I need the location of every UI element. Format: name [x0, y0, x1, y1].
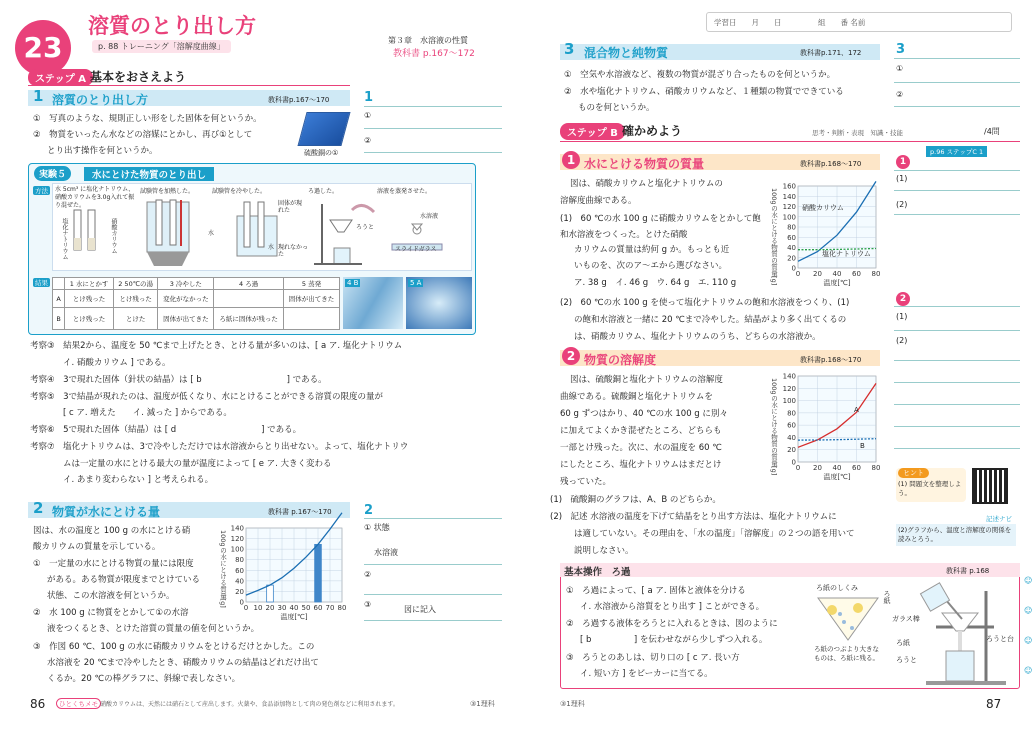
b2-number: 2 [562, 347, 580, 365]
consideration-6: 考察⑥ 5で現れた固体（結晶）は [ d ] である。 [30, 425, 302, 435]
result-label: 結果 [35, 279, 48, 287]
y-tick-label: 160 [782, 182, 796, 191]
b2-answer-1: (1) [896, 312, 908, 321]
b1-q2a: (2) 60 ℃の水 100 g を使って塩化ナトリウムの飽和水溶液をつくり、(1) [560, 298, 850, 308]
answer-head-3: 3 [896, 42, 906, 57]
answer-2-3-label: ③ [364, 600, 372, 609]
right-page [516, 0, 1032, 729]
s2-question-3b: 水溶液を 20 ℃まで冷やしたとき、硝酸カリウムの結晶はどれだけ出て [47, 658, 319, 668]
series-label: A [854, 406, 859, 414]
b2-ref: 教科書p.168～170 [800, 356, 862, 364]
y-tick-label: 140 [230, 524, 244, 533]
y-tick-label: 80 [787, 223, 796, 232]
method-label: 方法 [35, 187, 48, 195]
footer-left: ③1理科 [470, 700, 495, 708]
answer-line[interactable] [364, 594, 502, 595]
table-cell: 固体が出てきた [158, 308, 214, 330]
answer-line[interactable] [894, 190, 1020, 191]
b2-answer-2: (2) [896, 336, 908, 345]
x-tick-label: 20 [813, 464, 822, 472]
answer-line[interactable] [894, 82, 1020, 83]
x-tick-label: 70 [325, 604, 335, 612]
x-tick-label: 0 [795, 464, 801, 472]
y-tick-label: 80 [235, 556, 244, 565]
label-potassium-nitrate: 硝酸カリウム [110, 218, 117, 254]
section-2-title: 物質が水にとける量 [52, 505, 161, 519]
solubility-chart-left[interactable] [220, 522, 350, 622]
series-label: 塩化ナトリウム [822, 250, 871, 258]
b2-q2c: 説明しなさい。 [574, 546, 634, 556]
training-ref[interactable]: p. 88 トレーニング「溶解度曲線」 [92, 40, 231, 53]
photo-5-label: 5 A [410, 279, 422, 287]
label-water-2: 水 [268, 244, 275, 251]
y-axis-label: 100gの水にとける物質の質量[g] [770, 188, 778, 286]
b2-q2b: は適していない。その理由を、「水の温度」「溶解度」の２つの語を用いて [574, 529, 855, 539]
answer-line[interactable] [364, 152, 502, 153]
y-tick-label: 100 [782, 397, 796, 406]
answer-2-1: ① 状態 [364, 523, 390, 532]
step-1: 水 5cm³ に塩化ナトリウム、硝酸カリウムを3.0g入れて振り混ぜた。 [55, 186, 135, 209]
table-cell: ろ紙に固体が残った [214, 308, 284, 330]
b1-ref: 教科書p.168～170 [800, 160, 862, 168]
answer-line[interactable] [894, 106, 1020, 107]
s2-intro-1: 図は、水の温度と 100 g の水にとける硝 [33, 526, 191, 536]
answer-3-1: ① [896, 64, 904, 73]
label-solution: 水溶液 [420, 213, 439, 220]
y-tick-label: 80 [787, 409, 796, 418]
s1-question-2b: とり出す操作を何というか。 [47, 146, 158, 156]
y-tick-label: 100 [230, 545, 244, 554]
b2-text-2: 曲線である。硫酸銅と塩化ナトリウムを [560, 392, 713, 402]
experiment-label: 実験５ [34, 166, 71, 181]
textbook-ref: 教科書 p.167～172 [393, 49, 475, 59]
table-header: 3 冷やした [158, 278, 214, 290]
y-axis-label: 100gの水にとける物質の質量[g] [770, 378, 778, 476]
y-tick-label: 20 [787, 254, 796, 263]
step-c-ref[interactable]: p.96 ステップC 1 [926, 146, 987, 157]
table-cell: 固体が出てきた [284, 290, 340, 308]
basic-q2b: [ b ] を伝わせながら少しずつ入れる。 [580, 635, 768, 645]
s3-question-2a: ② 水や塩化ナトリウム、硝酸カリウムなど、１種類の物質でできている [564, 87, 844, 97]
experiment-title: 水にとけた物質のとり出し [84, 167, 214, 181]
x-axis-label: 温度[℃] [823, 279, 851, 287]
writing-navi-label: 記述ナビ [986, 515, 1012, 523]
table-header: 1 水にとかす [65, 278, 114, 290]
b2-text-6: にしたところ、塩化ナトリウムはまだとけ [560, 460, 722, 470]
consideration-3b: イ. 硝酸カリウム ] である。 [63, 358, 171, 368]
table-cell: とけ残った [65, 308, 114, 330]
qr-code-icon[interactable] [972, 468, 1008, 504]
basic-q1a: ① ろ過によって、[ a ア. 固体と液体を分ける [566, 586, 746, 596]
hint-title: ヒント [898, 468, 929, 478]
footer-right: ③1理科 [560, 700, 585, 708]
s2-question-2a: ② 水 100 g に物質をとかして①の水溶 [33, 608, 189, 618]
b1-text-2: 溶解度曲線である。 [560, 196, 637, 206]
basic-op-title: 基本操作 ろ過 [564, 567, 631, 578]
b1-number: 1 [562, 151, 580, 169]
class-name-field[interactable]: 組 番 名前 [818, 18, 866, 27]
b2-text-5: 一部とけ残った。次に、水の温度を 60 ℃ [560, 443, 722, 453]
x-tick-label: 80 [871, 270, 881, 278]
answer-2-2-label: ② [364, 570, 372, 579]
table-cell: とけ残った [113, 290, 158, 308]
answer-line[interactable] [364, 620, 502, 621]
page-number-right: 87 [986, 697, 1002, 711]
s2-question-3a: ③ 作図 60 ℃、100 g の水に硝酸カリウムをとけるだけとかした。この [33, 642, 315, 652]
smile-icon[interactable]: ☺ [1024, 666, 1032, 675]
b1-q1c: いものを、次のア～エから選びなさい。 [574, 261, 728, 271]
label-water: 水 [208, 230, 215, 237]
section-3-number: 3 [564, 40, 575, 58]
b1-answer-head: 1 [896, 155, 910, 169]
filter-note: ろ紙のつぶより大きなものは、ろ紙に残る。 [814, 645, 879, 662]
section-1-title: 溶質のとり出し方 [52, 93, 149, 107]
b1-q1a: (1) 60 ℃の水 100 g に硝酸カリウムをとかして飽和水溶液をつくった。とけた硝酸 [560, 214, 761, 240]
bar [267, 585, 274, 602]
y-tick-label: 120 [782, 384, 796, 393]
b1-title: 水にとける物質の質量 [584, 157, 705, 171]
memo-label: ひとくちメモ [56, 698, 101, 709]
table-corner [53, 278, 65, 290]
s3-question-2b: ものを何というか。 [578, 103, 655, 113]
b2-title: 物質の溶解度 [584, 353, 657, 367]
b2-q1: (1) 硫酸銅のグラフは、A、B のどちらか。 [550, 495, 721, 505]
table-cell [214, 290, 284, 308]
answer-1-label: ① [364, 111, 372, 120]
hint-text: (1) 問題文を整理しよう。 [898, 480, 962, 497]
funnel-stand-label: ろうと台 [986, 635, 1014, 643]
answer-2-label: ② [364, 136, 372, 145]
basic-q1b: イ. 水溶液から溶質をとり出す ] ことができる。 [580, 602, 765, 612]
b2-text-7: 残っていた。 [560, 477, 612, 487]
answer-head-2: 2 [364, 503, 374, 518]
section-2-number: 2 [33, 499, 44, 517]
answer-line[interactable] [364, 106, 502, 107]
consideration-7b: ムは一定量の水にとける最大の量が温度によって [ e ア. 大きく変わる [63, 459, 332, 469]
x-tick-label: 20 [813, 270, 822, 278]
answer-line[interactable] [894, 330, 1020, 331]
x-tick-label: 40 [832, 270, 842, 278]
x-tick-label: 40 [832, 464, 842, 472]
page-number-left: 86 [30, 697, 46, 711]
score-box: /4問 [984, 127, 1000, 136]
consideration-5a: 考察⑤ 3で結晶が現れたのは、温度が低くなり、水にとけることができる溶質の限度の量が [30, 392, 384, 402]
answer-line[interactable] [894, 170, 1020, 171]
b2-answer-head: 2 [896, 292, 910, 306]
consideration-7c: イ. あまり変わらない ] と考えられる。 [63, 475, 214, 485]
y-tick-label: 0 [239, 598, 244, 607]
section-2-ref: 教科書 p.167～170 [268, 508, 332, 516]
x-tick-label: 80 [871, 464, 881, 472]
step-b-title: 確かめよう [622, 124, 683, 138]
y-tick-label: 120 [782, 203, 796, 211]
table-header: 2 50℃の湯 [113, 278, 158, 290]
section-1-ref: 教科書p.167～170 [268, 96, 330, 104]
unit-number-badge: 23 [15, 20, 71, 76]
y-tick-label: 60 [235, 566, 244, 575]
answer-line[interactable] [894, 58, 1020, 59]
answer-2-3: 図に記入 [404, 605, 436, 614]
x-tick-label: 0 [243, 604, 249, 612]
x-tick-label: 0 [795, 270, 801, 278]
s1-question-1: ① 写真のような、規則正しい形をした固体を何というか。 [33, 114, 262, 124]
step-a-badge: ステップ A [28, 69, 93, 86]
y-axis-label: 100gの水にとける質量[g] [219, 530, 227, 608]
b1-q2c: は、硝酸カリウム、塩化ナトリウムのうち、どちらの水溶液か。 [574, 332, 821, 342]
b1-q1d: ア. 38 g イ. 46 g ウ. 64 g エ. 110 g [574, 278, 737, 288]
table-header: 5 蒸発 [284, 278, 340, 290]
answer-line[interactable] [894, 306, 1020, 307]
x-tick-label: 30 [277, 604, 287, 612]
x-axis-label: 温度[℃] [823, 473, 851, 481]
table-cell: A [53, 290, 65, 308]
b1-q2b: の飽和水溶液と一緒に 20 ℃まで冷やした。結晶がより多く出てくるの [574, 315, 847, 325]
x-tick-label: 60 [852, 270, 861, 278]
answer-line[interactable] [894, 426, 1020, 427]
answer-line[interactable] [364, 564, 502, 565]
label-slide-glass: スライドガラス [395, 246, 437, 253]
x-tick-label: 50 [301, 604, 311, 612]
s2-intro-2: 酸カリウムの質量を示している。 [33, 542, 161, 552]
date-field[interactable]: 学習日 月 日 [714, 18, 782, 27]
s2-question-1c: 状態、この水溶液を何というか。 [47, 591, 175, 601]
writing-navi-text: (2)グラフから、温度と溶解度の関係を読みとろう。 [896, 524, 1016, 546]
table-cell: 変化がなかった [158, 290, 214, 308]
basic-q3b: イ. 短い方 ] をビーカーに当てる。 [580, 669, 713, 679]
table-cell [284, 308, 340, 330]
filter-paper-label-2: ろ紙 [896, 639, 910, 647]
answer-line[interactable] [894, 360, 1020, 361]
y-tick-label: 120 [230, 535, 244, 544]
memo-text: 硝酸カリウムは、天然には硝石として産出します。火薬や、食品添加物として肉の発色剤などに利用されます。 [100, 701, 399, 708]
x-tick-label: 60 [313, 604, 323, 612]
filter-diagram-title: ろ紙のしくみ [816, 584, 858, 592]
smile-icon[interactable]: ☺ [1024, 636, 1032, 645]
solubility-chart-b1[interactable] [766, 180, 882, 288]
b1-answer-2: (2) [896, 200, 908, 209]
y-tick-label: 40 [787, 433, 796, 442]
answer-3-2: ② [896, 90, 904, 99]
basic-op-ref: 教科書 p.168 [946, 567, 990, 575]
x-tick-label: 10 [253, 604, 263, 612]
section-1-number: 1 [33, 87, 44, 105]
answer-line[interactable] [894, 382, 1020, 383]
answer-line[interactable] [364, 518, 502, 519]
x-tick-label: 40 [289, 604, 299, 612]
divider [28, 85, 350, 86]
b2-text-4: に加えてよくかき混ぜたところ、どちらも [560, 426, 722, 436]
b1-text-1: 図は、硝酸カリウムと塩化ナトリウムの [570, 179, 723, 189]
y-tick-label: 60 [787, 421, 796, 430]
consideration-5b: [ c ア. 増えた イ. 減った ] からである。 [63, 408, 232, 418]
glass-rod-label: ガラス棒 [892, 615, 920, 623]
step-b-badge: ステップ B [560, 123, 625, 140]
y-tick-label: 0 [791, 458, 796, 467]
y-tick-label: 0 [791, 264, 796, 273]
smile-icon[interactable]: ☺ [1024, 606, 1032, 615]
consideration-7a: 考察⑦ 塩化ナトリウムは、3で冷やしただけでは水溶液からとり出せない。よって、塩化ナトリウ [30, 442, 409, 452]
step-5: 溶液を蒸発させた。 [377, 188, 432, 195]
table-cell: とけた [113, 308, 158, 330]
result-table [52, 277, 340, 330]
s1-question-2a: ② 物質をいったん水などの溶媒にとかし、再び①として [33, 130, 253, 140]
y-tick-label: 40 [787, 244, 796, 252]
divider [560, 141, 1020, 142]
b2-text-1: 図は、硫酸銅と塩化ナトリウムの溶解度 [570, 375, 723, 385]
x-tick-label: 20 [265, 604, 275, 612]
crystal-caption: 硫酸銅の① [304, 149, 339, 157]
x-tick-label: 80 [337, 604, 347, 612]
label-sodium-chloride: 塩化ナトリウム [61, 218, 68, 260]
s2-question-1a: ① 一定量の水にとける物質の量には限度 [33, 559, 194, 569]
consideration-3a: 考察③ 結果2から、温度を 50 ℃まで上げたとき、とける量が多いのは、[ a ア. 塩化ナトリウム [30, 341, 403, 351]
s2-question-2b: 液をつくるとき、とけた溶質の質量の値を何というか。 [47, 624, 260, 634]
b1-q1b: カリウムの質量は約何 g か。もっとも近 [574, 245, 730, 255]
label-not-appeared: 現れなかった [278, 244, 309, 258]
s2-question-1b: がある。ある物質が限度までとけている [47, 575, 201, 585]
x-axis-label: 温度[℃] [280, 613, 308, 621]
section-3-ref: 教科書p.171、172 [800, 49, 862, 57]
s3-question-1: ① 空気や水溶液など、複数の物質が混ざり合ったものを何というか。 [564, 70, 836, 80]
label-funnel: ろうと [356, 224, 375, 231]
answer-line[interactable] [894, 448, 1020, 449]
y-tick-label: 40 [235, 577, 244, 586]
label-solid-appeared: 固体が現れた [278, 200, 303, 214]
photo-4-label: 4 B [347, 279, 359, 287]
y-tick-label: 140 [782, 192, 796, 201]
table-header: 4 ろ過 [214, 278, 284, 290]
basic-q3a: ③ ろうとのあしは、切り口の [ c ア. 長い方 [566, 653, 740, 663]
filter-paper-label: ろ紙 [883, 590, 891, 604]
answer-line[interactable] [364, 128, 502, 129]
crystal-photo [297, 112, 350, 146]
y-tick-label: 100 [782, 213, 796, 222]
step-3: 試験管を冷やした。 [212, 188, 267, 195]
evaluation-labels: 思考・判断・表現 知識・技能 [812, 129, 903, 137]
step-4: ろ過した。 [308, 188, 339, 195]
solubility-chart-b2[interactable] [766, 370, 882, 482]
step-2: 試験管を加熱した。 [140, 188, 195, 195]
x-tick-label: 60 [852, 464, 861, 472]
y-tick-label: 60 [787, 233, 796, 242]
funnel-label: ろうと [896, 656, 917, 664]
b2-text-3: 60 g ずつはかり、40 ℃の水 100 g に別々 [560, 409, 728, 419]
table-cell: B [53, 308, 65, 330]
series-label: B [860, 442, 865, 450]
table-cell: とけ残った [65, 290, 114, 308]
answer-line[interactable] [894, 404, 1020, 405]
answer-line[interactable] [894, 214, 1020, 215]
s2-question-3c: くるか。20 ℃の棒グラフに、斜線で表しなさい。 [47, 674, 241, 684]
smile-icon[interactable]: ☺ [1024, 576, 1032, 585]
y-tick-label: 20 [787, 446, 796, 455]
step-a-title: 基本をおさえよう [90, 70, 187, 84]
consideration-4: 考察④ 3で現れた固体（針状の結晶）は [ b ] である。 [30, 375, 327, 385]
series-label: 硝酸カリウム [802, 204, 844, 212]
section-3-title: 混合物と純物質 [584, 46, 669, 60]
y-tick-label: 20 [235, 587, 244, 596]
y-tick-label: 140 [782, 372, 796, 381]
b2-q2a: (2) 記述 水溶液の温度を下げて結晶をとり出す方法は、塩化ナトリウムに [550, 512, 837, 522]
basic-q2a: ② ろ過する液体をろうとに入れるときは、図のように [566, 619, 778, 629]
answer-2-1b: 水溶液 [374, 548, 398, 557]
answer-head-1: 1 [364, 90, 374, 105]
bar [315, 544, 322, 602]
filter-paper-diagram [814, 594, 882, 644]
b1-answer-1: (1) [896, 174, 908, 183]
unit-title: 溶質のとり出し方 [88, 14, 256, 38]
chapter-label: 第３章 水溶液の性質 [388, 36, 468, 45]
